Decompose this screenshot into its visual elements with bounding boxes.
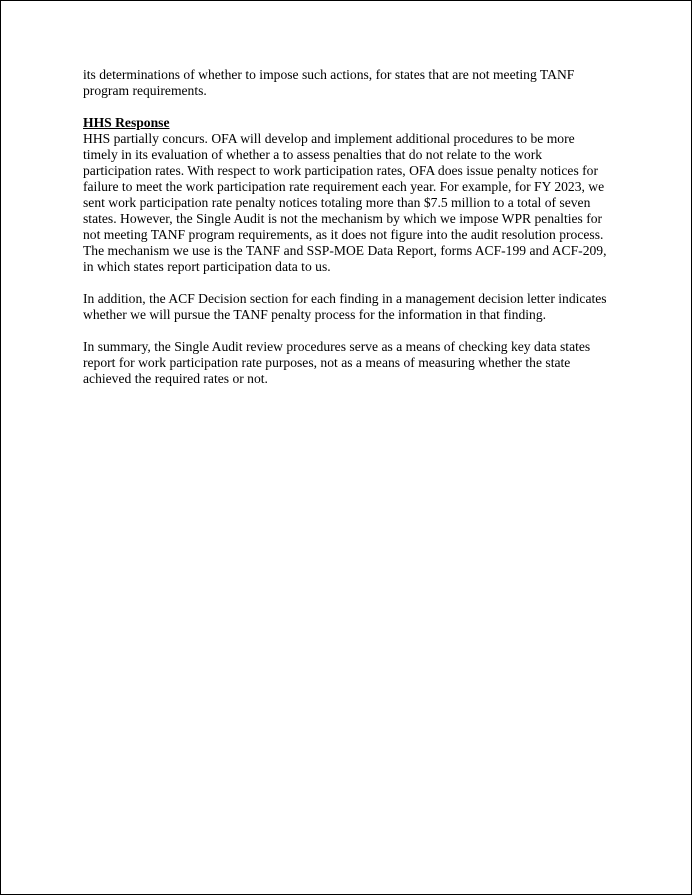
section-heading: HHS Response bbox=[83, 115, 170, 130]
text-line: states. However, the Single Audit is not the mechanism by which we impose WPR penalties for bbox=[83, 211, 603, 226]
text-line: report for work participation rate purposes, not as a means of measuring whether the state bbox=[83, 355, 571, 370]
text-line: program requirements. bbox=[83, 83, 207, 98]
text-line: The mechanism we use is the TANF and SSP-MOE Data Report, forms ACF-199 and ACF-209, bbox=[83, 243, 607, 258]
text-line: participation rates. With respect to work participation rates, OFA does issue penalty notices for bbox=[83, 163, 598, 178]
text-line: HHS partially concurs. OFA will develop and implement additional procedures to be more bbox=[83, 131, 575, 146]
text-line: whether we will pursue the TANF penalty process for the information in that finding. bbox=[83, 307, 547, 322]
document-body bbox=[83, 67, 623, 403]
text-line: achieved the required rates or not. bbox=[83, 371, 268, 386]
continuation-paragraph bbox=[83, 67, 623, 99]
summary-paragraph bbox=[83, 339, 623, 387]
text-line: its determinations of whether to impose such actions, for states that are not meeting TANF bbox=[83, 67, 575, 82]
response-paragraph bbox=[83, 131, 623, 275]
text-line: timely in its evaluation of whether a to assess penalties that do not relate to the work bbox=[83, 147, 543, 162]
hhs-response-section bbox=[83, 115, 623, 275]
text-line: In summary, the Single Audit review procedures serve as a means of checking key data states bbox=[83, 339, 591, 354]
addition-paragraph bbox=[83, 291, 623, 323]
text-line: In addition, the ACF Decision section for each finding in a management decision letter indicates bbox=[83, 291, 607, 306]
text-line: failure to meet the work participation rate requirement each year. For example, for FY 2023, we bbox=[83, 179, 605, 194]
text-line: in which states report participation data to us. bbox=[83, 259, 331, 274]
text-line: sent work participation rate penalty notices totaling more than $7.5 million to a total of seven bbox=[83, 195, 591, 210]
text-line: not meeting TANF program requirements, as it does not figure into the audit resolution process. bbox=[83, 227, 604, 242]
